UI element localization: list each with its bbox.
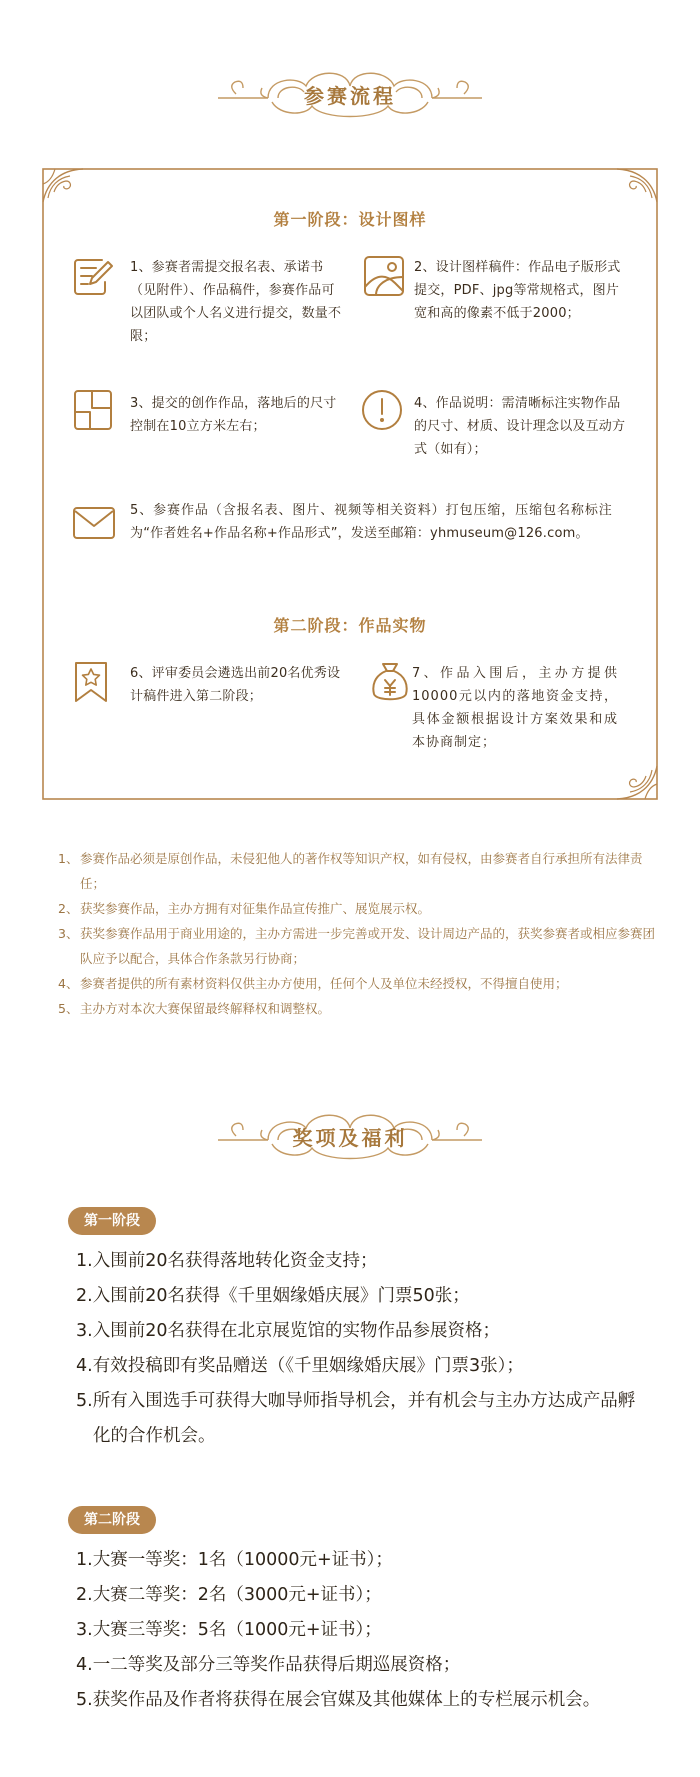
- step-item: [72, 497, 632, 577]
- step-item: [72, 660, 352, 730]
- step-text: 5、参赛作品（含报名表、图片、视频等相关资料）打包压缩，压缩包名称标注为“作者姓名+作品名称+作品形式”，发送至邮箱：yhmuseum@126.com。: [130, 503, 612, 541]
- benefit-item: 1.大赛一等奖：1名（10000元+证书）；: [76, 1550, 393, 1570]
- bookmark-star-icon: [72, 660, 112, 704]
- note-text: 获奖参赛作品用于商业用途的，主办方需进一步完善或开发、设计周边产品的，获奖参赛者或相应参赛团队应予以配合，具体合作条款另行协商；: [80, 926, 656, 966]
- benefit-item: 3.入围前20名获得在北京展览馆的实物作品参展资格；: [76, 1321, 500, 1341]
- step-item: [72, 388, 352, 458]
- note-item: [58, 921, 658, 971]
- step-text: 7、作品入围后，主办方提供10000元以内的落地资金支持，具体金额根据设计方案效果和成本协商制定；: [412, 666, 618, 750]
- step-item: [360, 388, 640, 468]
- note-item: [58, 896, 658, 921]
- note-text: 参赛者提供的所有素材资料仅供主办方使用，任何个人及单位未经授权，不得擅自使用；: [80, 976, 568, 991]
- step-item: [370, 660, 640, 760]
- step-text: 6、评审委员会遴选出前20名优秀设计稿件进入第二阶段；: [130, 666, 341, 704]
- step-item: [362, 254, 642, 354]
- note-number: 1、: [58, 851, 79, 866]
- layout-icon: [72, 388, 114, 432]
- money-bag-icon: [370, 660, 410, 704]
- note-item: [58, 971, 658, 996]
- benefit-item: 5.获奖作品及作者将获得在展会官媒及其他媒体上的专栏展示机会。: [76, 1690, 601, 1710]
- notes-list: [58, 846, 658, 1021]
- step-text: 4、作品说明：需清晰标注实物作品的尺寸、材质、设计理念以及互动方式（如有）；: [414, 396, 626, 457]
- process-section-heading: [0, 58, 700, 128]
- image-icon: [362, 254, 406, 298]
- phase1-benefits: [76, 1244, 656, 1454]
- benefit-item: 4.有效投稿即有奖品赠送（《千里姻缘婚庆展》门票3张）；: [76, 1356, 524, 1376]
- note-item: [58, 846, 658, 896]
- process-section-title: 参赛流程: [304, 84, 396, 108]
- form-edit-icon: [72, 254, 114, 298]
- envelope-icon: [72, 505, 116, 541]
- note-text: 主办方对本次大赛保留最终解释权和调整权。: [80, 1001, 331, 1016]
- benefit-item: 5.所有入围选手可获得大咖导师指导机会，并有机会与主办方达成产品孵化的合作机会。: [76, 1391, 636, 1446]
- awards-section-title: 奖项及福利: [292, 1126, 408, 1150]
- note-text: 参赛作品必须是原创作品，未侵犯他人的著作权等知识产权，如有侵权，由参赛者自行承担所有法律责任；: [80, 851, 643, 891]
- step-text: 2、设计图样稿件：作品电子版形式提交，PDF、jpg等常规格式，图片宽和高的像素不低于2000；: [414, 260, 621, 321]
- stage2-title: 第二阶段：作品实物: [273, 616, 427, 635]
- note-item: [58, 996, 658, 1021]
- note-number: 5、: [58, 1001, 79, 1016]
- phase2-label: 第二阶段: [68, 1506, 156, 1534]
- step-item: [72, 254, 352, 354]
- note-number: 4、: [58, 976, 79, 991]
- benefit-item: 2.入围前20名获得《千里姻缘婚庆展》门票50张；: [76, 1286, 470, 1306]
- benefit-item: 3.大赛三等奖：5名（1000元+证书）；: [76, 1620, 382, 1640]
- stage1-title: 第一阶段：设计图样: [273, 210, 427, 229]
- phase1-label: 第一阶段: [68, 1207, 156, 1235]
- phase2-benefits: [76, 1543, 656, 1718]
- benefit-item: 1.入围前20名获得落地转化资金支持；: [76, 1251, 378, 1271]
- awards-section-heading: [0, 1100, 700, 1170]
- note-number: 2、: [58, 901, 79, 916]
- benefit-item: 4.一二等奖及部分三等奖作品获得后期巡展资格；: [76, 1655, 461, 1675]
- note-number: 3、: [58, 926, 79, 941]
- benefit-item: 2.大赛二等奖：2名（3000元+证书）；: [76, 1585, 382, 1605]
- step-text: 3、提交的创作作品，落地后的尺寸控制在10立方米左右；: [130, 396, 337, 434]
- note-text: 获奖参赛作品，主办方拥有对征集作品宣传推广、展览展示权。: [80, 901, 431, 916]
- exclamation-icon: [360, 388, 404, 432]
- step-text: 1、参赛者需提交报名表、承诺书（见附件）、作品稿件，参赛作品可以团队或个人名义进行提交，数量不限；: [130, 260, 342, 344]
